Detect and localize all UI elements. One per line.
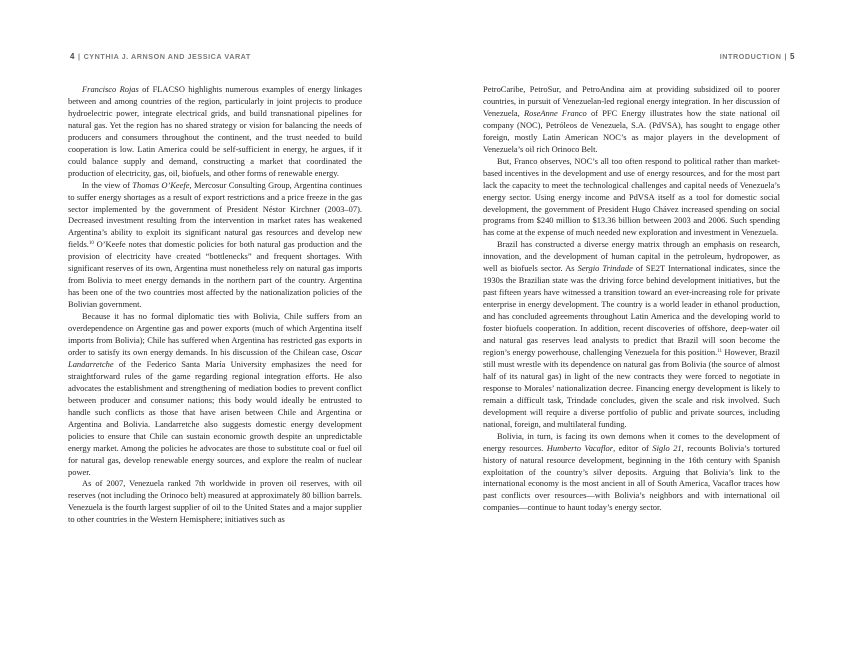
author-name: Sergio Trindade: [577, 263, 633, 274]
paragraph-text: In the view of: [82, 179, 133, 190]
paragraph: [483, 239, 780, 430]
left-page-number: 4: [70, 52, 75, 61]
right-running-title: INTRODUCTION: [719, 52, 782, 61]
paragraph-text: O’Keefe notes that domestic policies for both natural gas production and the provision of electricity have created “bottlenecks” and frequent shortages. With significant reserves of its own, Argentina must nonetheless rely on natural gas imports from Bolivia to meet energy demands in the northern part of the country. Argentina has been one of the two countries most affected by the nationalization policies of the Bolivian government.: [68, 239, 362, 310]
left-body-text: [68, 84, 362, 526]
paragraph: [68, 84, 362, 180]
left-running-header: [70, 52, 251, 61]
paragraph-text: of the Federico Santa María University emphasizes the need for straightforward rules of the game regarding regional integration efforts. He also advocates the establishment and strengthening of mediation bodies to prevent conflict between producer and consumer nations; this body would ideally be entrusted to handle such conflicts as those that have arisen between Chile and Argentina or Argentina and Bolivia. Landarretche also suggests domestic energy development policies to ensure that Chile can sustain economic growth despite an unpredictable energy market. Among the policies he advocates are those to substitute coal or fuel oil for natural gas, develop renewable energy sources, and explore the realm of nuclear power.: [68, 358, 362, 477]
author-name: Oscar Landarretche: [68, 346, 362, 369]
paragraph: [483, 156, 780, 240]
author-name: RoseAnne Franco: [523, 107, 587, 118]
paragraph-text: of FLACSO highlights numerous examples of energy linkages between and among countries of the region, particularly in joint projects to produce hydroelectric power, integrate electrical grids, and build transnational pipelines for natural gas. Yet the region has no shared strategy or vision for balancing the needs of producers and consumers throughout the continent, and the trust needed to build cooperation is low. Latin America could be self-sufficient in energy, he argues, if it could balance supply and demand, constructing a market that coordinated the production of electricity, gas, oil, biofuels, and other forms of renewable energy.: [68, 84, 362, 178]
paragraph-text: , Mercosur Consulting Group, Argentina continues to suffer energy shortages as a result of export restrictions and a price freeze in the gas sector implemented by the government of President Néstor Kirchner (2003–07). Decreased investment resulting from the intervention in market rates has weakened Argentina’s ability to exploit its significant natural gas resources and develop new fields.: [68, 179, 362, 250]
author-name: Humberto Vacaflor: [546, 442, 614, 453]
author-name: Thomas O’Keefe: [132, 179, 190, 190]
right-page: [432, 0, 864, 648]
right-page-number: 5: [790, 52, 795, 61]
paragraph-text: Because it has no formal diplomatic ties with Bolivia, Chile suffers from an overdependence on Argentine gas and power exports (much of which Argentina itself imports from Bolivia); Chile has suffered when Argentina has restricted gas exports in order to satisfy its own energy demands. In his discussion of the Chilean case,: [68, 311, 362, 357]
right-body-text: [483, 84, 780, 514]
paragraph: [68, 180, 362, 311]
right-running-header: [720, 52, 795, 61]
paragraph: [483, 84, 780, 156]
paragraph: [68, 478, 362, 526]
footnote-marker: 10: [88, 241, 94, 247]
paragraph-text: But, Franco observes, NOC’s all too often respond to political rather than market-based incentives in the development and use of energy resources, and for the most part lack the capacity to meet the technological challenges and capital needs of Venezuela’s energy sector. Using energy income and PdVSA itself as a tool for domestic social development, the government of President Hugo Chávez increased spending on social programs from $240 million to $13.36 billion between 2003 and 2006. Such spending has come at the expense of much needed new exploration and investment in Venezuela.: [483, 155, 780, 238]
author-name: Francisco Rojas: [82, 84, 139, 94]
paragraph-text: Brazil has constructed a diverse energy matrix through an emphasis on research, innovation, and the development of human capital in the petroleum, hydropower, as well as biofuels sector. As: [483, 239, 780, 274]
paragraph-text: PetroCaribe, PetroSur, and PetroAndina aim at providing subsidized oil to poorer countries, in pursuit of Venezuelan-led regional energy integration. In her discussion of Venezuela,: [483, 84, 780, 118]
paragraph-text: , editor of: [613, 442, 653, 453]
footnote-marker: 11: [717, 348, 723, 354]
paragraph-text: , recounts Bolivia’s tortured history of natural resource development, beginning in the 16th century with Spanish exploitation of the country’s silver deposits. Arguing that Bolivia’s link to the international economy is the most ancient in all of South America, Vacaflor traces how past conflicts over resources—with Bolivia’s neighbors and with international oil companies—continue to haunt today’s energy sector.: [483, 442, 780, 513]
left-running-title: CYNTHIA J. ARNSON AND JESSICA VARAT: [83, 52, 251, 61]
publication-title: Siglo 21: [652, 442, 682, 453]
paragraph: [483, 431, 780, 515]
paragraph: [68, 311, 362, 478]
header-separator: |: [784, 52, 787, 61]
paragraph-text: Bolivia, in turn, is facing its own demons when it comes to the development of energy resources.: [483, 430, 780, 453]
paragraph-text: of PFC Energy illustrates how the state national oil company (NOC), Petróleos de Venezuela, S.A. (PdVSA), has sought to engage other foreign, mostly Latin American NOC’s as major players in the development of Venezuela’s oil rich Orinoco Belt.: [483, 107, 781, 154]
paragraph-text: As of 2007, Venezuela ranked 7th worldwide in proven oil reserves, with oil reserves (not including the Orinoco belt) measured at approximately 80 billion barrels. Venezuela is the fourth largest supplier of oil to the United States and a major supplier to other countries in the Western Hemisphere; initiatives such as: [68, 478, 362, 525]
paragraph-text: of SE2T International indicates, since the 1930s the Brazilian state was the driving force behind development initiatives, but the past fifteen years have witnessed a transition toward an ever-increasing role for private enterprise in energy development. The country is a world leader in ethanol production, and has concluded agreements throughout Latin America and the developing world to foster biofuels cooperation. In addition, recent discoveries of offshore, deep-water oil and natural gas reserves lead analysts to predict that Brazil will soon become the region’s energy powerhouse, challenging Venezuela for this position.: [483, 263, 780, 357]
paragraph-text: However, Brazil still must wrestle with its dependence on natural gas from Bolivia (the source of almost half of its natural gas) in light of the new contracts they were forced to negotiate in response to Morales’ nationalization decree. Financing energy development is likely to remain a difficult task, Trindade concludes, given the scale and risk involved. Such development will require a diverse portfolio of public and private sources, including national, foreign, and multilateral funding.: [483, 346, 780, 429]
header-separator: |: [78, 52, 81, 61]
